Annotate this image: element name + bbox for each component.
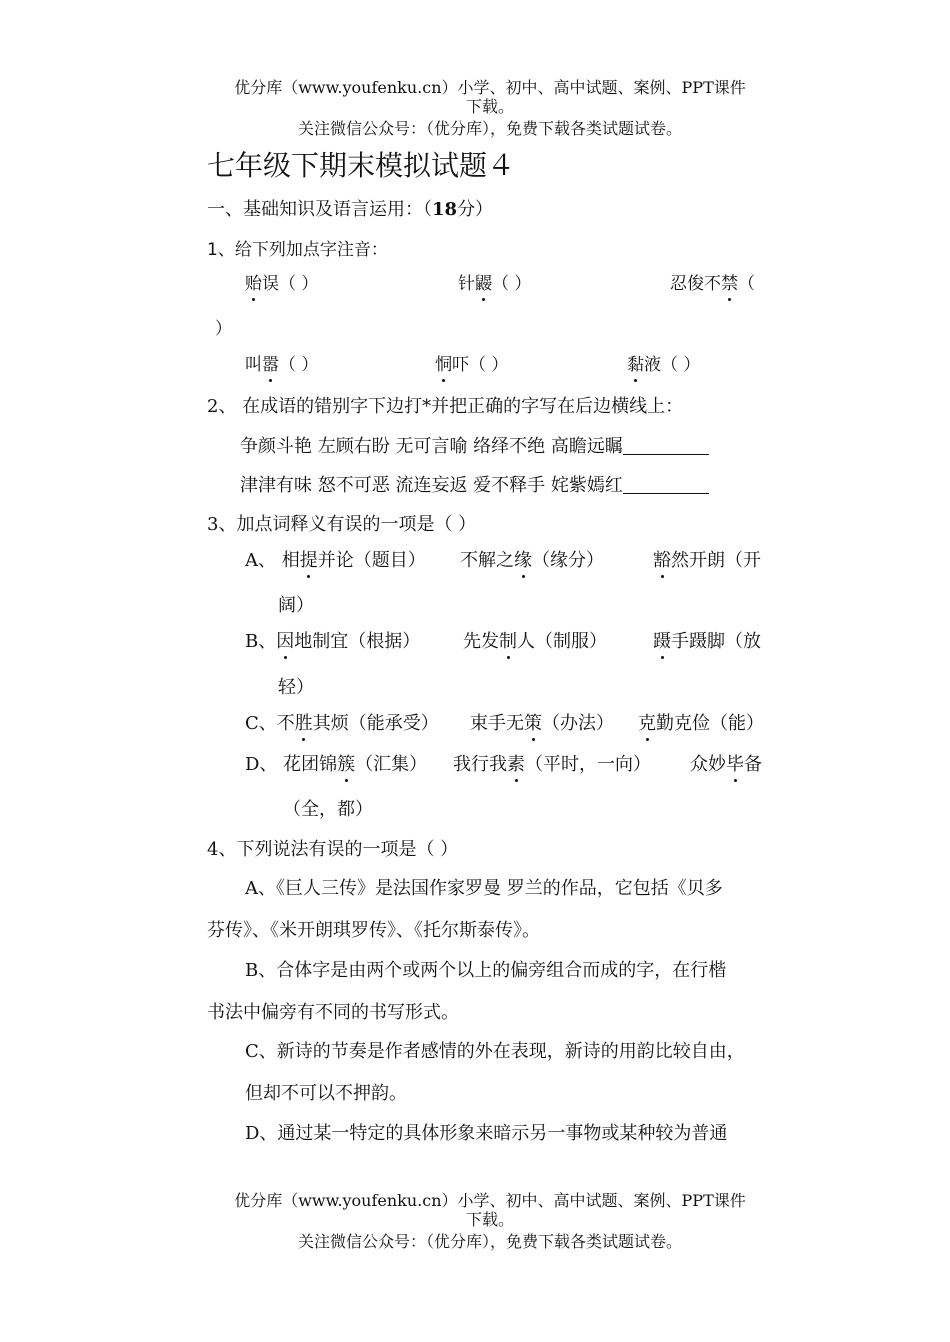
section-score: 18 <box>432 199 458 220</box>
q3-option-a: A、 相提并论（题目） <box>245 550 426 571</box>
q4-option-c: C、新诗的节奏是作者感情的外在表现，新诗的用韵比较自由， <box>245 1041 745 1062</box>
q3-option-d-2: 我行我素（平时，一向） <box>453 754 651 775</box>
q3-option-b: B、因地制宜（根据） <box>245 631 421 652</box>
q1-item: ） <box>215 319 232 339</box>
section-unit: 分） <box>457 199 494 220</box>
q3-option-c: C、不胜其烦（能承受） <box>245 713 439 734</box>
q1-item: 黏液（ ） <box>627 355 701 375</box>
q4-option-a: A、《巨人三传》是法国作家罗曼 罗兰的作品，它包括《贝多 <box>245 878 723 899</box>
q3-option-d-cont: （全，都） <box>283 799 373 820</box>
q1-item: 针鼹（ ） <box>458 274 532 294</box>
answer-blank[interactable] <box>623 475 709 494</box>
q2-title: 2、 在成语的错别字下边打*并把正确的字写在后边横线上： <box>207 396 684 417</box>
q2-row-2: 津津有味 怒不可恶 流连妄返 爱不释手 姹紫嫣红 <box>240 475 709 497</box>
header-line-1: 优分库（www.youfenku.cn）小学、初中、高中试题、案例、PPT课件 <box>234 78 746 97</box>
header-line-3: 关注微信公众号：（优分库），免费下载各类试题试卷。 <box>297 119 682 138</box>
section-heading <box>207 199 493 221</box>
q3-option-c-2: 束手无策（办法） <box>470 713 614 734</box>
q4-title: 4、下列说法有误的一项是（ ） <box>207 839 459 860</box>
q3-option-b-2: 先发制人（制服） <box>463 631 607 652</box>
q4-option-b: B、合体字是由两个或两个以上的偏旁组合而成的字，在行楷 <box>245 960 727 981</box>
q3-option-a-3: 豁然开朗（开 <box>653 550 761 571</box>
q3-option-a-cont: 阔） <box>278 595 314 616</box>
footer-line-2: 下载。 <box>465 1210 514 1229</box>
q4-option-a-cont: 芬传》、《米开朗琪罗传》、《托尔斯泰传》。 <box>207 920 540 941</box>
q2-row-1: 争颜斗艳 左顾右盼 无可言喻 络绎不绝 高瞻远瞩 <box>240 436 709 458</box>
section-label: 一、基础知识及语言运用：（ <box>207 199 432 220</box>
q3-option-d: D、 花团锦簇（汇集） <box>245 754 428 775</box>
q1-item: 贻误（ ） <box>245 274 319 294</box>
answer-blank[interactable] <box>623 436 709 455</box>
q1-item: 恫吓（ ） <box>435 355 509 375</box>
q1-title: 1、给下列加点字注音： <box>207 240 388 260</box>
q3-option-b-cont: 轻） <box>278 677 314 698</box>
q1-item: 忍俊不禁（ <box>670 274 755 294</box>
q3-option-c-3: 克勤克俭（能） <box>638 713 764 734</box>
footer-line-3: 关注微信公众号：（优分库），免费下载各类试题试卷。 <box>297 1232 682 1251</box>
q3-option-a-2: 不解之缘（缘分） <box>460 550 604 571</box>
header-line-2: 下载。 <box>465 97 514 116</box>
footer-line-1: 优分库（www.youfenku.cn）小学、初中、高中试题、案例、PPT课件 <box>234 1191 746 1210</box>
q4-option-d: D、通过某一特定的具体形象来暗示另一事物或某种较为普通 <box>245 1123 728 1144</box>
q1-item: 叫嚣（ ） <box>245 355 319 375</box>
q4-option-c-cont: 但却不可以不押韵。 <box>245 1083 407 1104</box>
q3-title: 3、加点词释义有误的一项是（ ） <box>207 514 477 535</box>
q4-option-b-cont: 书法中偏旁有不同的书写形式。 <box>207 1002 459 1023</box>
q3-option-b-3: 蹑手蹑脚（放 <box>653 631 761 652</box>
q3-option-d-3: 众妙毕备 <box>690 754 762 775</box>
page-title: 七年级下期末模拟试题４ <box>207 149 516 182</box>
